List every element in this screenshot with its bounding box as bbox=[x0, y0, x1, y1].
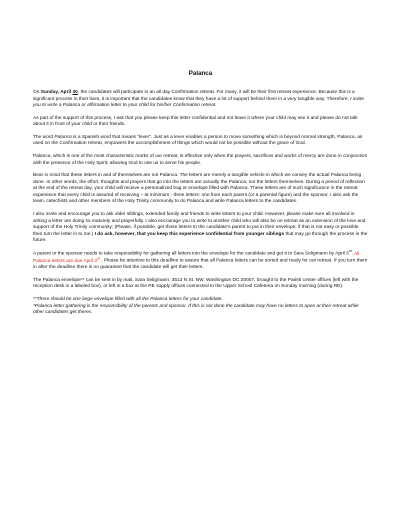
footnote-envelope: **There should be one large envelope filled with all the Palanca letters for your candidate. bbox=[33, 297, 223, 303]
ordinal-suffix: rd bbox=[348, 248, 352, 253]
text: On bbox=[33, 90, 41, 95]
footnotes bbox=[33, 297, 368, 317]
deadline-notice-text: All Palanca letters are due April 3 bbox=[33, 251, 360, 264]
paragraph-letters-vehicle: Bear in mind that these letters in and of themselves are not Palanca. The letters are merely a tangible vehicle in which we convey the actual Palanca being done. In other words, the effort, thoughts and prayers that go into the letters are actually the Palanca, not the letters themselves. During a period of reflection at the end of the retreat day, your child will receive a personalized bag or envelope filled with Palanca. These letters are of such significance in the retreat experience that every child is assured of receiving – at minimum - three letters: one from each parent (or a parental figure) and the sponsor. I also ask the team, catechists and other members of the Holy Trinity community to do Palanca and write Palanca letters to the candidates. bbox=[33, 173, 365, 205]
ordinal-suffix: rd bbox=[97, 256, 100, 261]
paragraph-palanca-marks: Palanca, which is one of the most characteristic marks of our retreat, is effective only when the prayers, sacrifices and works of mercy are done in conjunction with the presence of the Holy Spirit; allowing God to use us to serve his people. bbox=[33, 154, 368, 166]
paragraph-retreat-intro bbox=[33, 90, 368, 110]
retreat-date-text: Sunday, April bbox=[40, 90, 73, 95]
paragraph-confidential: As part of the support of this process, I ask that you please keep this letter confidential and not leave it where your child may see it and please do not talk about it in front of your child or their friends. bbox=[33, 115, 358, 128]
text: . Please be attentive to this deadline to assure that all Palanca letters can be sorted and ready for our retreat. If you turn them in after the deadline there is no guarantee that the candidate will get their letters. bbox=[33, 258, 368, 271]
paragraph-invite-family bbox=[33, 212, 368, 245]
text: is a Spanish word that means “lever”. Just as a lever enables a person to move something which is beyond normal strength, Palanca, as used on the Confirmation retreat, empowers the accomplishment of things which would not be possible without the grace of God. bbox=[33, 134, 363, 147]
text: that may go through the process in the future. bbox=[33, 231, 368, 244]
text: I also invite and encourage you to ask older siblings, extended family and friends to write letters to your child. However, please make sure all involved in writing a letter are doing so maturely and prayerfully. I also encourage you to write to another child who will also be on retreat as an extension of the love and support of the Holy Trinity community; (Please, if possible, get those letters to the candidate’s parent to put in their envelope; if that is not easy or possible then turn the letter in to me.) bbox=[33, 212, 366, 237]
paragraph-deadline bbox=[33, 248, 368, 272]
paragraph-envelope-delivery: The Palanca envelope** can be sent in by mail, Sara Seligmann, 3513 N St. NW, Washington DC 20007, brought to the Parish center offices (left with the reception desk in a labeled box), or left in a box at the RE supply offices connected to the Upper School Cafeteria on Sunday morning (during RE). bbox=[33, 277, 359, 290]
invitation-text: I invite you to write a Palanca or affirmation letter to your child for his/her Confirmation retreat. bbox=[33, 96, 364, 109]
palanca-word: Palanca bbox=[54, 134, 72, 140]
confidential-siblings-text: I do ask, however, that you keep this experience confidential from younger siblings bbox=[94, 231, 285, 237]
text: A parent or the sponsor needs to take responsibility for gathering all letters into the envelope for the candidate and get it to Sara Seligmann by April 3 bbox=[33, 251, 349, 257]
text: The word bbox=[33, 134, 55, 140]
retreat-date-day: 30 bbox=[72, 90, 78, 95]
document-title: Palanca bbox=[188, 70, 213, 77]
text: , the candidates will participate in an all day Confirmation retreat. For many, it will be their first retreat experience. Because this is a significant process in their lives, it is important that the candidates know that they have a lot of support behind them in a very tangible way. Therefore, bbox=[33, 90, 355, 102]
footnote-responsibility: *Palanca letter gathering is the responsibility of the parents and sponsor. If this is not done the candidate may have no letters to open at their retreat while other candidates get theres. bbox=[33, 303, 359, 316]
text: . bbox=[351, 251, 354, 257]
retreat-date bbox=[41, 90, 78, 95]
paragraph-palanca-meaning bbox=[33, 135, 368, 148]
